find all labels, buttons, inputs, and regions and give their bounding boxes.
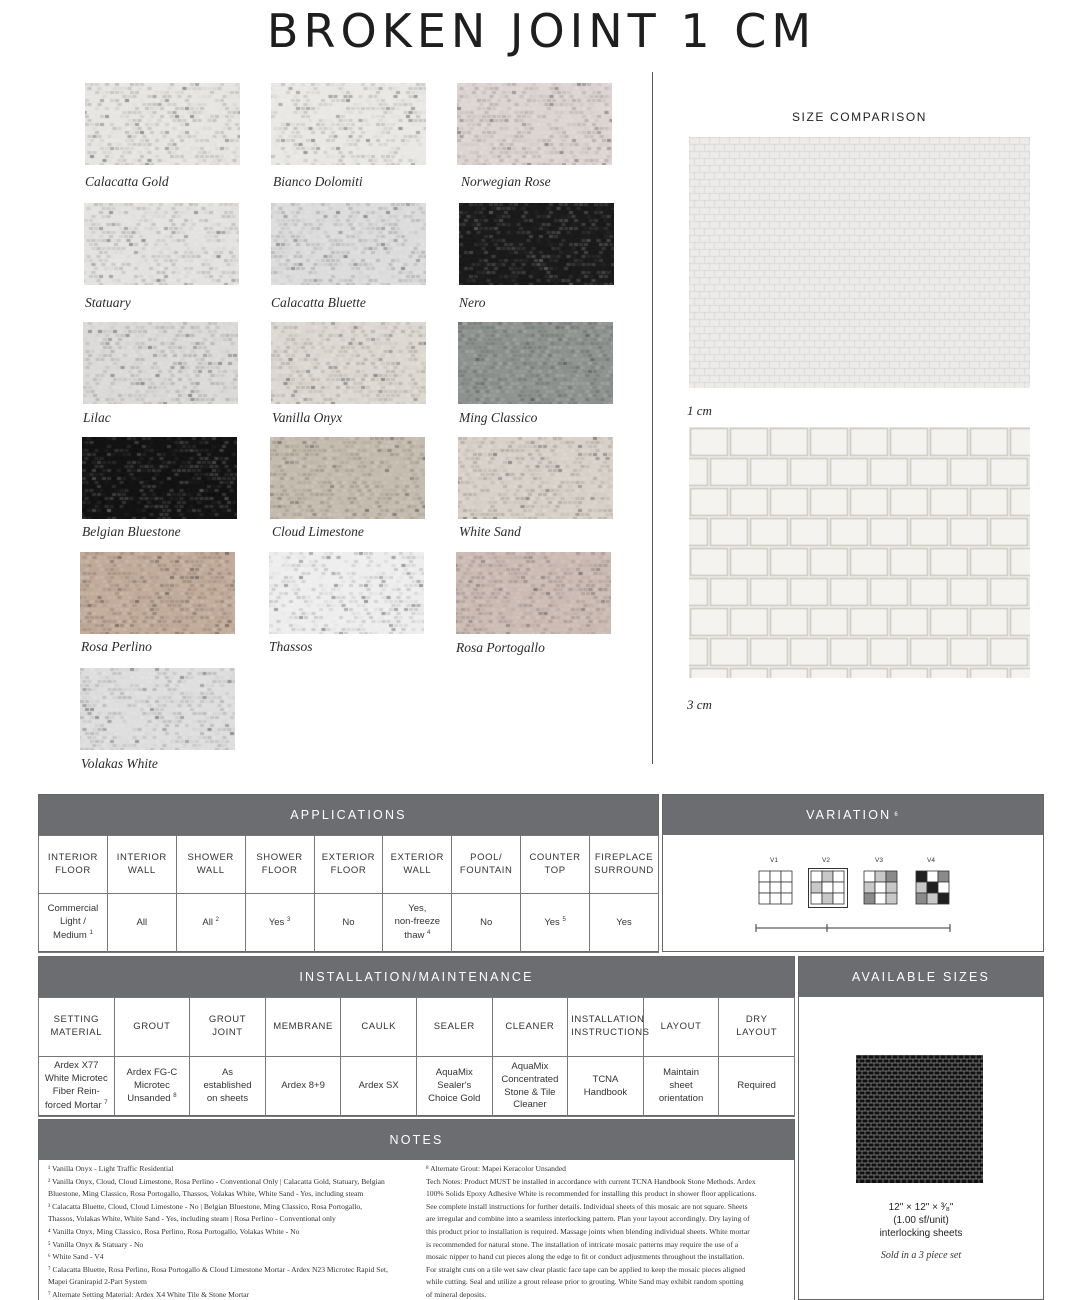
swatch-cloud-limestone	[270, 437, 425, 519]
applications-panel	[38, 794, 659, 952]
available-sizes-title: AVAILABLE SIZES	[799, 957, 1043, 997]
header-line: FOUNTAIN	[459, 864, 513, 876]
swatch-norwegian-rose	[457, 83, 612, 165]
header-line: INTERIOR	[116, 851, 167, 863]
cell-line: Ardex 8+9	[281, 1080, 325, 1092]
footnote-marker: 3	[286, 917, 291, 924]
header-line: DRY	[745, 1014, 768, 1026]
variation-title-text: VARIATION	[806, 808, 892, 822]
column-header	[190, 998, 266, 1057]
variation-level-label: V3	[875, 857, 883, 864]
note-line: are irregular and combine into a seamless interlocking pattern. Plan your layout accordingly. Dry laying of	[426, 1214, 750, 1224]
swatch-label: White Sand	[459, 524, 521, 539]
table-cell	[114, 1057, 190, 1117]
header-line: LAYOUT	[660, 1020, 702, 1032]
column-header	[114, 998, 190, 1057]
swatch-label: Vanilla Onyx	[272, 410, 343, 425]
sold-in-note: Sold in a 3 piece set	[880, 1250, 962, 1261]
table-cell	[416, 1057, 492, 1117]
header-line: SHOWER	[256, 851, 303, 863]
cell-line: Handbook	[583, 1086, 628, 1098]
cell-line: AquaMix	[435, 1067, 473, 1079]
size-description: interlocking sheets	[879, 1228, 963, 1239]
header-line: TOP	[544, 864, 566, 876]
swatch-label: Bianco Dolomiti	[273, 174, 363, 189]
cell-line: Concentrated	[501, 1073, 559, 1085]
swatch-label: Ming Classico	[459, 410, 538, 425]
cell-line: Commercial	[47, 903, 99, 915]
cell-line: No	[480, 916, 493, 928]
vertical-divider	[652, 72, 653, 764]
table-cell	[341, 1057, 417, 1117]
header-line: WALL	[196, 864, 225, 876]
note-line: See complete install instructions for further details. Individual sheets of this mosaic are not square. Sheets	[426, 1201, 748, 1211]
cell-line: Medium	[53, 929, 87, 941]
note-line: For straight cuts on a tile wet saw clear plastic face tape can be applied to keep the mosaic pieces aligned	[426, 1264, 746, 1274]
variation-v3-grid-icon	[861, 868, 901, 908]
column-header	[383, 836, 452, 894]
table-cell	[39, 894, 108, 953]
applications-table	[38, 835, 659, 953]
swatch-label: Rosa Perlino	[81, 639, 152, 654]
table-cell	[452, 894, 521, 953]
header-line: CAULK	[361, 1020, 397, 1032]
swatch-vanilla-onyx	[271, 322, 426, 404]
note-line: ³ Calacatta Bluette, Cloud, Cloud Limestone - No | Belgian Bluestone, Ming Classico, Rosa Portogallo,	[48, 1201, 363, 1211]
size-comparison-title: SIZE COMPARISON	[791, 110, 928, 124]
swatch-label: Thassos	[269, 639, 313, 654]
swatch-belgian-bluestone	[82, 437, 237, 519]
note-line: 100% Solids Epoxy Adhesive White is recommended for installing this product in shower floor applications.	[426, 1189, 757, 1199]
swatch-label: Calacatta Gold	[85, 174, 169, 189]
header-line: MEMBRANE	[273, 1020, 333, 1032]
table-value-row	[39, 1057, 795, 1117]
cell-line: Ardex FG-C	[126, 1066, 178, 1078]
note-line: of mineral deposits.	[426, 1289, 487, 1299]
notes-right-column	[426, 1163, 794, 1300]
header-line: MATERIAL	[50, 1027, 103, 1038]
cell-line: established	[203, 1080, 252, 1092]
variation-title	[663, 795, 1043, 835]
column-header	[245, 836, 314, 894]
header-line: INSTRUCTIONS	[571, 1027, 650, 1038]
size-dimensions: 12" × 12" × ³⁄₈"	[888, 1202, 954, 1213]
note-line: Thassos, Volakas White, White Sand - Yes, including steam | Rosa Perlino - Conventional only	[48, 1214, 336, 1224]
swatch-label: Nero	[459, 295, 486, 310]
note-line: Mapei Granirapid 2-Part System	[48, 1277, 147, 1287]
column-header	[521, 836, 590, 894]
cell-line: TCNA	[592, 1073, 619, 1085]
table-cell	[107, 894, 176, 953]
variation-v4-grid-icon	[913, 868, 953, 908]
available-sizes-panel	[798, 956, 1044, 1300]
table-cell	[314, 894, 383, 953]
table-value-row	[39, 894, 659, 953]
note-line: ¹ Vanilla Onyx - Light Traffic Residential	[48, 1164, 174, 1173]
swatch-label: Norwegian Rose	[461, 174, 551, 189]
size-sample-3cm	[689, 427, 1030, 678]
header-line: SURROUND	[594, 864, 654, 876]
cell-line: Light /	[59, 916, 86, 928]
cell-line: AquaMix	[511, 1060, 549, 1072]
column-header	[39, 836, 108, 894]
footnote-marker: 2	[215, 917, 219, 924]
column-header	[568, 998, 650, 1057]
header-line: FLOOR	[330, 864, 367, 876]
cell-line: As	[221, 1067, 234, 1079]
footnote-marker: 7	[104, 1099, 108, 1106]
variation-level-label: V2	[822, 857, 830, 864]
swatch-bianco-dolomiti	[271, 83, 426, 165]
cell-line: Ardex X77	[54, 1060, 99, 1072]
note-line: mosaic nipper to hand cut pieces along the edge to fit or conduct adjustments throughout the installation.	[426, 1252, 745, 1262]
cell-line: All	[136, 916, 148, 928]
cell-line: Yes	[544, 917, 560, 929]
header-line: FLOOR	[55, 864, 91, 876]
cell-line: Fiber Rein-	[52, 1085, 100, 1097]
table-cell	[176, 894, 245, 953]
table-header-row	[39, 998, 795, 1057]
header-line: FLOOR	[261, 864, 298, 876]
column-header	[107, 836, 176, 894]
size-label-3cm: 3 cm	[687, 697, 712, 712]
cell-line: All	[202, 917, 213, 929]
swatch-rosa-perlino	[80, 552, 235, 634]
swatch-nero	[459, 203, 614, 285]
header-line: EXTERIOR	[390, 851, 444, 863]
header-line: SEALER	[433, 1020, 475, 1032]
variation-scale-line	[755, 922, 955, 934]
column-header	[492, 998, 568, 1057]
cell-line: Microtec	[133, 1079, 170, 1091]
column-header	[416, 998, 492, 1057]
size-units: (1.00 sf/unit)	[893, 1215, 949, 1226]
variation-v2-grid-icon	[808, 868, 848, 908]
table-cell	[568, 1057, 644, 1117]
table-cell	[521, 894, 590, 953]
cell-line: Stone & Tile	[504, 1086, 556, 1098]
note-line: Bluestone, Ming Classico, Rosa Portogallo, Thassos, Volakas White, White Sand - Yes, including steam	[48, 1189, 364, 1199]
header-line: GROUT	[133, 1020, 171, 1032]
header-line: JOINT	[212, 1027, 243, 1038]
footnote-marker: 1	[89, 929, 93, 936]
installation-table	[38, 997, 795, 1117]
column-header	[590, 836, 659, 894]
footnote-marker: 4	[427, 929, 431, 936]
installation-title: INSTALLATION/MAINTENANCE	[39, 957, 794, 997]
table-cell	[383, 894, 452, 953]
column-header	[452, 836, 521, 894]
cell-line: Choice Gold	[428, 1092, 481, 1104]
installation-panel	[38, 956, 795, 1116]
column-header	[719, 998, 795, 1057]
mosaic-sheet-icon	[856, 1055, 983, 1183]
header-line: COUNTER	[529, 851, 581, 863]
note-line: ⁶ White Sand - V4	[48, 1252, 104, 1262]
variation-v1-grid-icon	[756, 868, 796, 908]
cell-line: on sheets	[206, 1092, 249, 1104]
swatch-statuary	[84, 203, 239, 285]
cell-line: forced Mortar	[45, 1099, 102, 1111]
table-cell	[643, 1057, 719, 1117]
column-header	[341, 998, 417, 1057]
variation-title-sup: 6	[894, 812, 900, 818]
applications-title: APPLICATIONS	[39, 795, 658, 835]
header-line: WALL	[127, 864, 156, 876]
swatch-calacatta-bluette	[271, 203, 426, 285]
cell-line: Required	[737, 1080, 776, 1092]
cell-line: non-freeze	[394, 916, 441, 928]
column-header	[265, 998, 341, 1057]
header-line: GROUT	[208, 1014, 247, 1026]
swatch-volakas-white	[80, 668, 235, 750]
header-line: INSTALLATION	[571, 1014, 645, 1026]
note-line: ⁵ Vanilla Onyx & Statuary - No	[48, 1239, 144, 1249]
cell-line: Unsanded	[127, 1093, 171, 1105]
notes-panel	[38, 1119, 795, 1300]
table-cell	[590, 894, 659, 953]
swatch-label: Lilac	[83, 410, 111, 425]
swatch-label: Belgian Bluestone	[82, 524, 181, 539]
header-line: CLEANER	[505, 1020, 555, 1032]
cell-line: White Microtec	[44, 1073, 108, 1085]
swatch-label: Volakas White	[81, 756, 158, 771]
column-header	[39, 998, 115, 1057]
size-sample-1cm	[689, 137, 1030, 388]
swatch-white-sand	[458, 437, 613, 519]
table-header-row	[39, 836, 659, 894]
cell-line: orientation	[658, 1092, 704, 1104]
cell-line: Ardex SX	[358, 1080, 399, 1092]
swatch-thassos	[269, 552, 424, 634]
swatch-calacatta-gold	[85, 83, 240, 165]
table-cell	[190, 1057, 266, 1117]
note-line: ⁴ Vanilla Onyx, Ming Classico, Rosa Perlino, Rosa Portogallo, Volakas White - No	[48, 1226, 300, 1236]
page-title: BROKEN JOINT 1 CM	[266, 4, 817, 58]
cell-line: Sealer's	[437, 1080, 472, 1092]
swatch-label: Rosa Portogallo	[456, 640, 545, 655]
cell-line: Yes,	[408, 903, 427, 915]
table-cell	[719, 1057, 795, 1117]
variation-level-label: V1	[770, 857, 778, 864]
column-header	[176, 836, 245, 894]
header-line: SHOWER	[187, 851, 234, 863]
note-line: ⁷ Calacatta Bluette, Rosa Perlino, Rosa Portogallo & Cloud Limestone Mortar - Ardex N23 Microtec Rapid Set,	[48, 1264, 388, 1274]
cell-line: Cleaner	[513, 1099, 547, 1111]
note-line: this product prior to installation is required. Massage joints when blending individual sheets. White mortar	[426, 1226, 750, 1236]
note-line: is recommended for natural stone. The installation of intricate mosaic patterns may require the use of a	[426, 1239, 739, 1249]
column-header	[643, 998, 719, 1057]
notes-title: NOTES	[39, 1120, 794, 1160]
cell-line: sheet	[669, 1080, 693, 1092]
header-line: INTERIOR	[47, 851, 99, 863]
swatch-rosa-portogallo	[456, 552, 611, 634]
note-line: while cutting. Seal and utilize a grout release prior to grouting. White Sand may exhibit random spotting	[426, 1277, 744, 1287]
note-line: ⁷ Alternate Setting Material: Ardex X4 White Tile & Stone Mortar	[48, 1289, 250, 1299]
variation-level-label: V4	[927, 857, 935, 864]
cell-line: Yes	[268, 917, 285, 929]
header-line: EXTERIOR	[321, 851, 376, 863]
footnote-marker: 5	[562, 917, 566, 924]
swatch-lilac	[83, 322, 238, 404]
header-line: LAYOUT	[736, 1027, 778, 1038]
note-line: ² Vanilla Onyx, Cloud, Cloud Limestone, Rosa Perlino - Conventional Only | Calacatta Gold, Statuary, Belgian	[48, 1176, 385, 1186]
table-cell	[245, 894, 314, 953]
note-line: ⁸ Alternate Grout: Mapei Keracolor Unsanded	[426, 1164, 566, 1173]
cell-line: Yes	[616, 916, 632, 928]
notes-left-column	[48, 1163, 428, 1300]
swatch-label: Cloud Limestone	[272, 524, 364, 539]
variation-panel	[662, 794, 1044, 952]
cell-line: Maintain	[663, 1067, 699, 1079]
footnote-marker: 8	[173, 1093, 177, 1100]
header-line: SETTING	[53, 1014, 99, 1026]
cell-line: thaw	[404, 929, 425, 941]
size-label-1cm: 1 cm	[687, 403, 712, 418]
header-line: POOL/	[470, 851, 503, 863]
swatch-label: Calacatta Bluette	[271, 295, 366, 310]
cell-line: No	[342, 916, 355, 928]
table-cell	[492, 1057, 568, 1117]
table-cell	[265, 1057, 341, 1117]
header-line: WALL	[403, 864, 432, 876]
header-line: FIREPLACE	[594, 851, 654, 863]
swatch-label: Statuary	[85, 295, 131, 310]
note-line: Tech Notes: Product MUST be installed in accordance with current TCNA Handbook Stone Methods. Ardex	[426, 1176, 756, 1186]
table-cell	[39, 1057, 115, 1117]
column-header	[314, 836, 383, 894]
swatch-ming-classico	[458, 322, 613, 404]
